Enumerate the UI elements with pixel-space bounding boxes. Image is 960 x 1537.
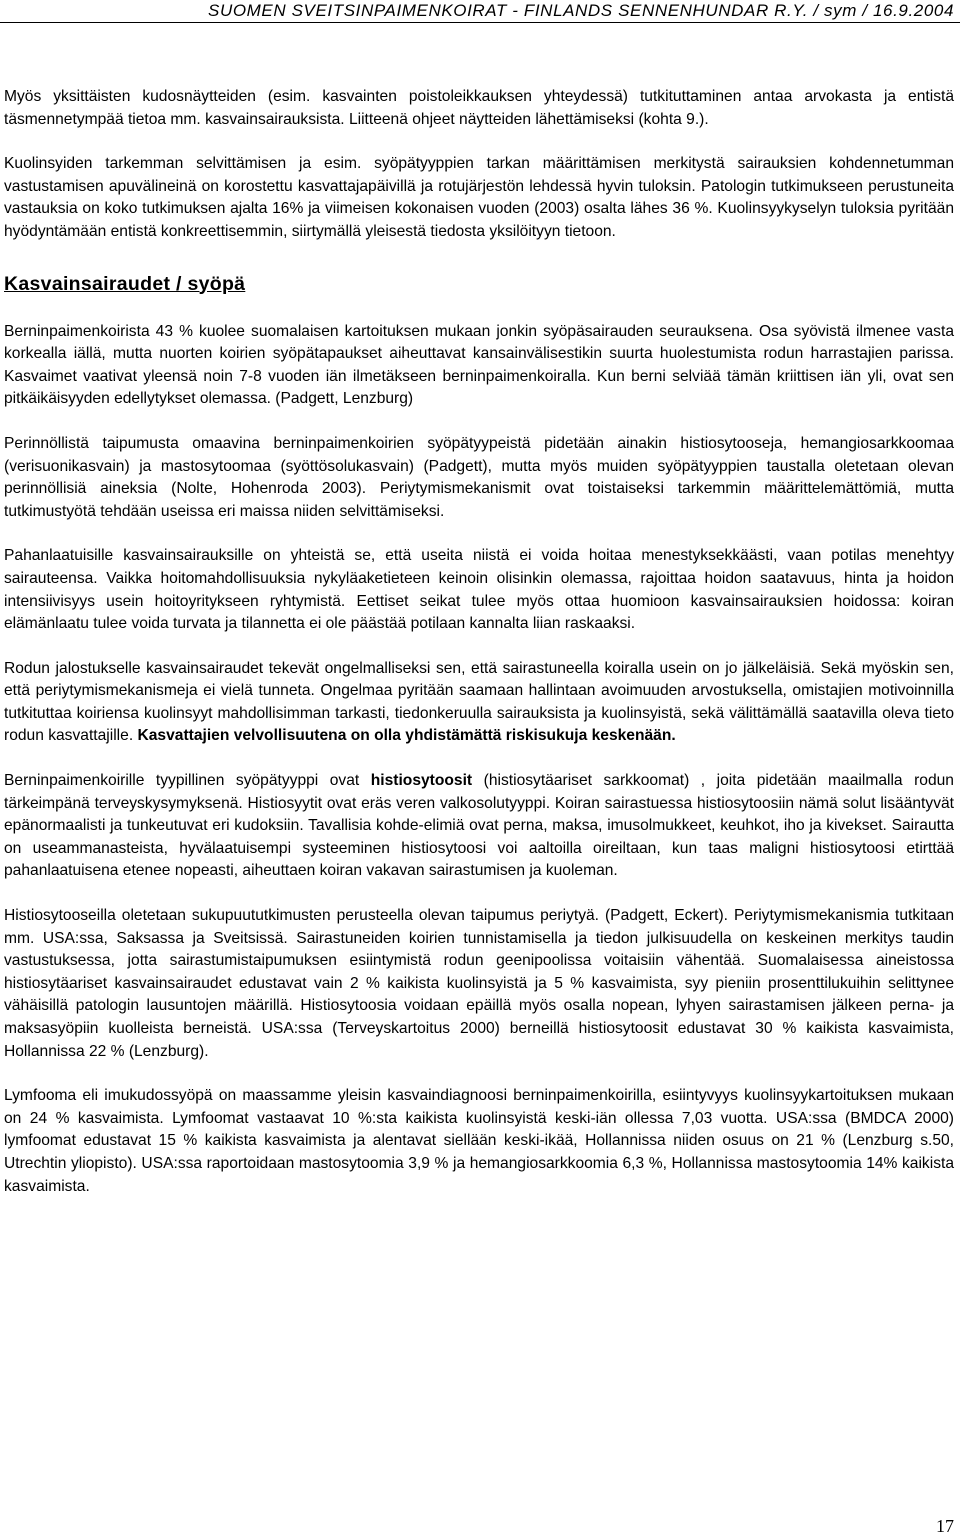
- page-number: 17: [936, 1516, 954, 1536]
- paragraph-5-text-b: (histiosytäariset sarkkoomat) , joita pidetään maailmalla rodun tärkeimpänä terveyskysymyksenä. Histiosyytit ovat eräs veren valkosolutyyppi. Koiran sairastuessa histiosytoosiin nämä solut lisääntyvät epänormaalisti ja tunkeutuvat eri kudoksiin. Tavallisia kohde-elimiä ovat perna, maksa, imusolmukkeet, keuhkot, iho ja kivekset. Sairautta on useammanasteista, hyvälaatuisempi systeeminen histiosytoosi voi aaltoilla oireiltaan, kun taas maligni histiosytoosi etirttää pahanlaatuisena etenee nopeasti, aiheuttaen koiran vakavan sairastumisen ja kuoleman.: [4, 772, 954, 880]
- section-paragraph-7: Lymfooma eli imukudossyöpä on maassamme yleisin kasvaindiagnoosi berninpaimenkoirilla, esiintyvyys kuolinsyykartoituksen mukaan on 24 % kasvaimista. Lymfoomat vastaavat 10 %:sta kaikista kuolinsyistä keski-iän ollessa 7,03 vuotta. USA:ssa (BMDCA 2000) lymfoomat edustavat 15 % kaikista kasvaimista ja alentavat siellään keski-ikää, Hollannissa niiden osuus on 21 % (Lenzburg s.50, Utrechtin yliopisto). USA:ssa raportoidaan mastosytoomia 3,9 % ja hemangiosarkkoomia 6,3 %, Hollannissa mastosytoomia 14% kaikista kasvaimista.: [4, 1087, 954, 1195]
- section-paragraph-2: Perinnöllistä taipumusta omaavina berninpaimenkoirien syöpätyypeistä pidetään ainakin histiosytooseja, hemangiosarkkoomaa (verisuonikasvain) ja mastosytoomaa (syöttösolukasvain) (Padgett), mutta myös muiden syöpätyyppien taustalla oletetaan olevan perinnöllisiä aineksia (Nolte, Hohenroda 2003). Periytymismekanismit ovat toistaiseksi tarkemmin määrittelemättömiä, mutta tutkimustyötä tehdään useissa eri maissa niiden selvittämiseksi.: [4, 434, 954, 520]
- section-paragraph-1: Berninpaimenkoirista 43 % kuolee suomalaisen kartoituksen mukaan jonkin syöpäsairauden seurauksena. Osa syövistä ilmenee vasta korkealla iällä, mutta nuorten koirien syöpätapaukset aiheuttavat kansainvälisestikin suurta huolestumista rodun harrastajien parissa. Kasvaimet vaativat yleensä noin 7-8 vuoden iän ilmetäkseen berninpaimenkoiralla. Kun berni selviää tämän kriittisen iän yli, ovat sen pitkäikäisyyden edellytykset olemassa. (Padgett, Lenzburg): [4, 322, 954, 408]
- page-header: [0, 0, 960, 23]
- paragraph-5-text-a: Berninpaimenkoirille tyypillinen syöpätyyppi ovat: [4, 772, 360, 790]
- section-paragraph-6: Histiosytooseilla oletetaan sukupuututkimusten perusteella olevan taipumus periytyä. (Padgett, Eckert). Periytymismekanismia tutkitaan mm. USA:ssa, Saksassa ja Sveitsissä. Sairastuneiden koirien tunnistamisella ja tiedon julkisuudella on keskeinen merkitys taudin vastustuksessa, jotta sairastumistaipumuksen esiintymistä rodun geenipoolissa voitaisiin vähentää. Suomalaisessa aineistossa histiosytäariset kasvainsairaudet edustavat vain 2 % kaikista kuolinsyistä ja 5 % kasvaimista, syy pieniin prosenttilukuihin selittynee vähäisillä patologin lausuntojen määrillä. Histiosytoosia voidaan epäillä myös osalla nopean, lyhyen sairastamisen jälkeen perna- ja maksasyöpiin kuolleista berneistä. USA:ssa (Terveyskartoitus 2000) berneillä histiosytoosit edustavat 30 % kaikista kasvaimista, Hollannissa 22 % (Lenzburg).: [4, 907, 954, 1060]
- document-body: [4, 86, 954, 1198]
- paragraph-5-bold: histiosytoosit: [370, 772, 473, 790]
- paragraph-4-text: Rodun jalostukselle kasvainsairaudet tekevät ongelmalliseksi sen, että sairastuneella koiralla usein on jo jälkeläisiä. Sekä myöskin sen, että periytymismekanismeja ei vielä tunneta. Ongelmaa pyritään saamaan hallintaan avoimuuden arvostuksella, omistajien motivoinnilla tutkituttaa koiriensa kuolinsyyt mahdollisimman tarkasti, tiedonkeruulla sairauksista ja kuolinsyistä, sekä välittämällä saatavilla oleva tieto rodun kasvattajille.: [4, 659, 954, 745]
- intro-paragraph-1: Myös yksittäisten kudosnäytteiden (esim. kasvainten poistoleikkauksen yhteydessä) tutkituttaminen antaa arvokasta ja entistä täsmennetympää tietoa mm. kasvainsairauksista. Liitteenä ohjeet näytteiden lähettämiseksi (kohta 9.).: [4, 88, 954, 128]
- section-heading: Kasvainsairaudet / syöpä: [4, 272, 246, 295]
- paragraph-4-bold: Kasvattajien velvollisuutena on olla yhdistämättä riskisukuja keskenään.: [137, 727, 676, 745]
- section-paragraph-4: [4, 658, 954, 748]
- section-paragraph-5: [4, 770, 954, 883]
- header-text: SUOMEN SVEITSINPAIMENKOIRAT - FINLANDS SENNENHUNDAR R.Y. / sym / 16.9.2004: [208, 1, 954, 20]
- intro-paragraph-2: Kuolinsyiden tarkemman selvittämisen ja esim. syöpätyyppien tarkan määrittämisen merkitystä sairauksien kohdennetumman vastustamisen apuvälineinä on korostettu kasvattajapäivillä ja rotujärjestön lehdessä hyvin tuloksin. Patologin tutkimukseen perustuneita vastauksia on koko tutkimuksen ajalta 16% ja viimeisen kokonaisen vuoden (2003) osalta lähes 36 %. Kuolinsyykyselyn tuloksia pyritään hyödyntämään entistä konkreettisemmin, siirtymällä yleisestä tiedosta yksilöityyn tietoon.: [4, 155, 954, 240]
- section-paragraph-3: Pahanlaatuisille kasvainsairauksille on yhteistä se, että useita niistä ei voida hoitaa menestyksekkäästi, vaan potilas menehtyy sairauteensa. Vaikka hoitomahdollisuuksia nykyläaketieteen keinoin olisinkin olemassa, rajoittaa hoidon saatavuus, hinta ja hoidon intensiivisyys usein hoitoyritykseen ryhtymistä. Eettiset seikat tulee myös ottaa huomioon kasvainsairauksien hoidossa: koiran elämänlaatu tulee voida turvata ja tilannetta ei ole päästää potilaan kannalta liian raskaaksi.: [4, 547, 954, 633]
